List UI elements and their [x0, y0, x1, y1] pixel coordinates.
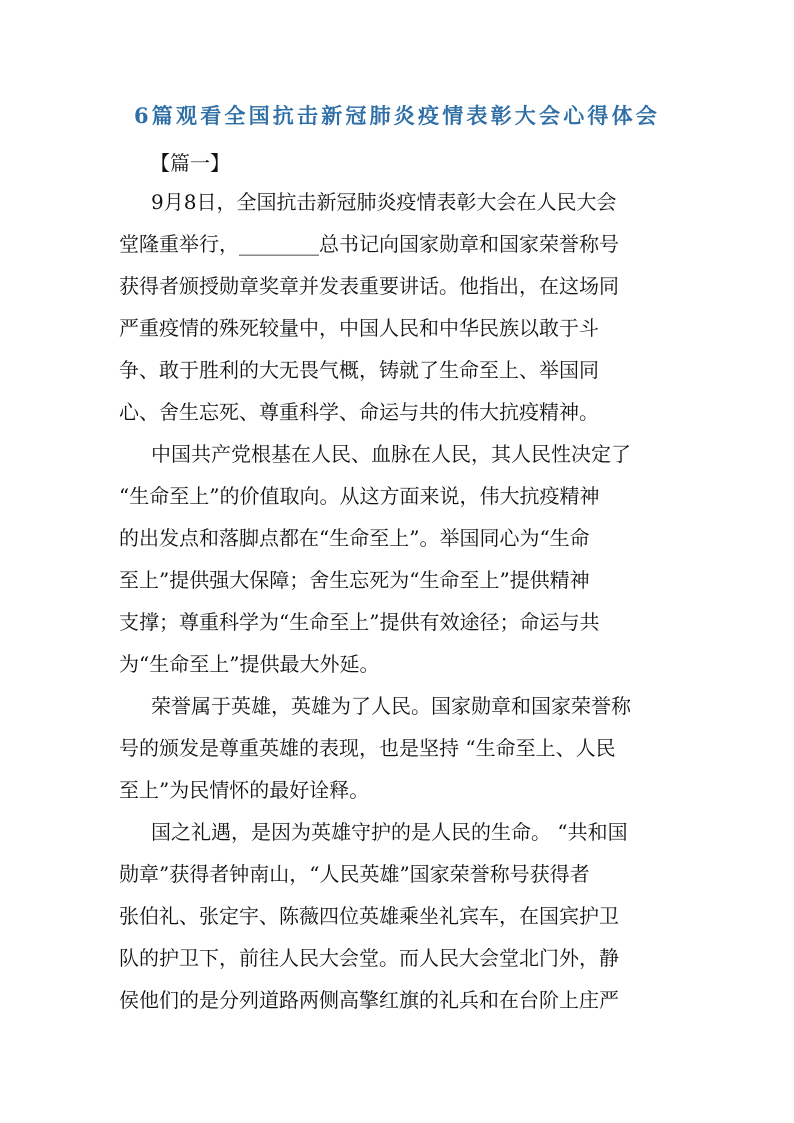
paragraph-line: 中国共产党根基在人民、血脉在人民，其人民性决定了	[151, 442, 631, 466]
paragraph-line: 的出发点和落脚点都在“生命至上”。举国同心为“生命	[119, 526, 590, 550]
paragraph-line: 9月8日，全国抗击新冠肺炎疫情表彰大会在人民大会	[151, 190, 617, 214]
paragraph-line: “生命至上”的价值取向。从这方面来说，伟大抗疫精神	[119, 484, 600, 508]
paragraph-line: 队的护卫下，前往人民大会堂。而人民大会堂北门外，静	[119, 946, 619, 970]
paragraph-line: 勋章”获得者钟南山，“人民英雄”国家荣誉称号获得者	[119, 862, 590, 886]
paragraph-line: 堂隆重举行，________总书记向国家勋章和国家荣誉称号	[119, 232, 619, 256]
paragraph-line: 号的颁发是尊重英雄的表现，也是坚持 “生命至上、人民	[119, 736, 616, 760]
paragraph-line: 至上”提供强大保障；舍生忘死为“生命至上”提供精神	[119, 568, 590, 592]
paragraph-line: 争、敢于胜利的大无畏气概，铸就了生命至上、举国同	[119, 358, 599, 382]
paragraph-line: 侯他们的是分列道路两侧高擎红旗的礼兵和在台阶上庄严	[119, 988, 619, 1012]
paragraph-line: 支撑；尊重科学为“生命至上”提供有效途径；命运与共	[119, 610, 600, 634]
document-title: 6篇观看全国抗击新冠肺炎疫情表彰大会心得体会	[133, 103, 660, 128]
paragraph-line: 荣誉属于英雄，英雄为了人民。国家勋章和国家荣誉称	[151, 694, 631, 718]
paragraph-line: 心、舍生忘死、尊重科学、命运与共的伟大抗疫精神。	[119, 400, 599, 424]
paragraph-line: 严重疫情的殊死较量中，中国人民和中华民族以敢于斗	[119, 316, 599, 340]
paragraph-line: 获得者颁授勋章奖章并发表重要讲话。他指出，在这场同	[119, 274, 619, 298]
paragraph-line: 为“生命至上”提供最大外延。	[119, 652, 380, 676]
paragraph-line: 至上”为民情怀的最好诠释。	[119, 778, 370, 802]
section-label: 【篇一】	[150, 151, 230, 175]
paragraph-line: 张伯礼、张定宇、陈薇四位英雄乘坐礼宾车，在国宾护卫	[119, 904, 619, 928]
paragraph-line: 国之礼遇，是因为英雄守护的是人民的生命。 “共和国	[151, 820, 628, 844]
